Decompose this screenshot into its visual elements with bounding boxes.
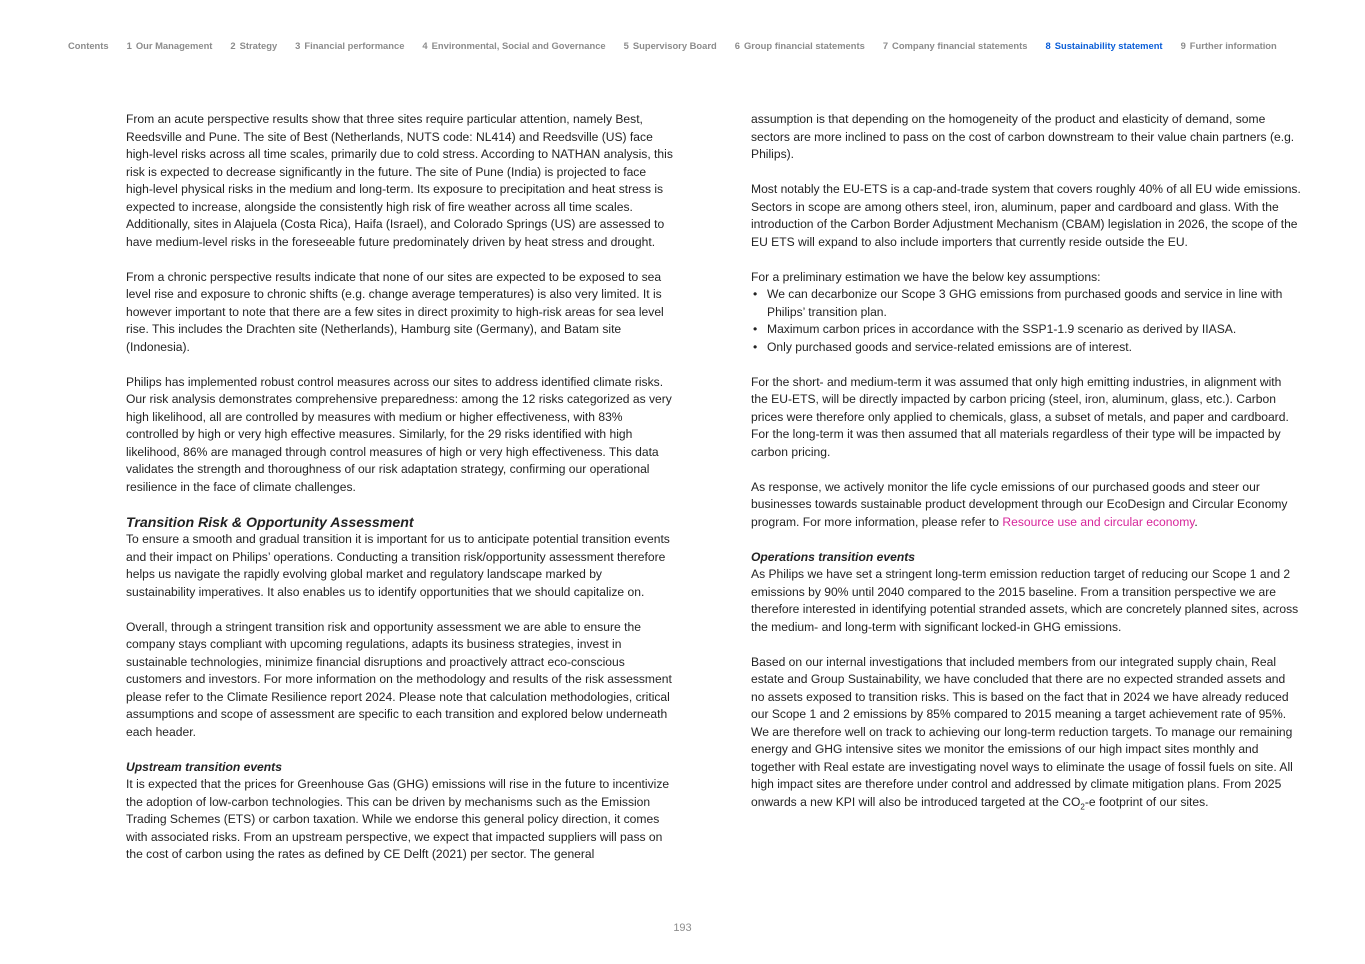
nav-contents-label: Contents (68, 39, 109, 51)
paragraph-key-assumptions-intro: For a preliminary estimation we have the below key assumptions: (751, 269, 1101, 284)
nav-strategy[interactable] (230, 40, 277, 51)
nav-financial-performance[interactable] (295, 40, 404, 51)
nav-label: Financial performance (304, 39, 405, 51)
nav-label: Our Management (135, 39, 213, 51)
list-item: • Maximum carbon prices in accordance with the SSP1-1.9 scenario as derived by IIASA. (751, 321, 1301, 339)
paragraph-transition-overall: Overall, through a stringent transition risk and opportunity assessment we are able to ensure the company stays compliant with upcoming regulations, adapts its business strategies, invest in sustainable technologies, minimize financial disruptions and proactively attract eco-conscious customers and investors. For more information on the methodology and results of the risk assessment please refer to the Climate Resilience report 2024. Please note that calculation methodologies, critical assumptions and scope of assessment are specific to each transition and explored below underneath each header. (126, 619, 672, 739)
nav-esg[interactable] (422, 40, 605, 51)
co2-subscript: 2 (1080, 801, 1085, 811)
nav-number: 4 (422, 39, 428, 51)
nav-further-information[interactable] (1181, 40, 1277, 51)
nav-company-financial-statements[interactable] (883, 40, 1028, 51)
paragraph-transition-intro: To ensure a smooth and gradual transition it is important for us to anticipate potential transition events and their impact on Philips’ operations. Conducting a transition risk/opportunity assessment therefore helps us navigate the rapidly evolving global market and regulatory landscape marked by sustainability imperatives. It also enables us to identify opportunities that we should capitalize on. (126, 532, 670, 599)
investigations-text-end: -e footprint of our sites. (1084, 794, 1209, 809)
heading-operations-events: Operations transition events (751, 549, 915, 564)
page-number: 193 (673, 922, 692, 934)
nav-number: 5 (623, 39, 629, 51)
nav-label: Strategy (239, 39, 278, 51)
response-text: As response, we actively monitor the life cycle emissions of our purchased goods and steer our businesses towards sustainable product development through our EcoDesign and Circular Economy program. For more information, please refer to (751, 479, 1288, 529)
nav-number: 6 (734, 39, 740, 51)
paragraph-chronic-perspective: From a chronic perspective results indicate that none of our sites are expected to be exposed to sea level rise and exposure to chronic shifts (e.g. change average temperatures) is also very limited. It is however important to note that there are a few sites in direct proximity to high-risk areas for sea level rise. This includes the Drachten site (Netherlands), Hamburg site (Germany), and Batam site (Indonesia). (126, 269, 664, 354)
nav-number: 8 (1045, 39, 1051, 51)
paragraph-emission-target: As Philips we have set a stringent long-term emission reduction target of reducing our Scope 1 and 2 emissions by 90% until 2040 compared to the 2015 baseline. From a transition perspective we are therefore interested in identifying potential stranded assets, which are concretely planned sites, across the medium- and long-term with significant locked-in GHG emissions. (751, 567, 1299, 634)
heading-upstream-events: Upstream transition events (126, 759, 282, 774)
paragraph-ghg-prices: It is expected that the prices for Greenhouse Gas (GHG) emissions will rise in the future to incentivize the adoption of low-carbon technologies. This can be driven by mechanisms such as the Emission Trading Schemes (ETS) or carbon taxation. While we endorse this general policy direction, it comes with associated risks. From an upstream perspective, we expect that impacted suppliers will pass on the cost of carbon using the rates as defined by CE Delft (2021) per sector. The general (126, 777, 670, 861)
right-column (751, 111, 1301, 815)
paragraph-assumption: assumption is that depending on the homogeneity of the product and elasticity of demand, some sectors are more inclined to pass on the cost of carbon downstream to their value chain partners (e.g. Philips). (751, 112, 1295, 161)
paragraph-control-measures: Philips has implemented robust control measures across our sites to address identified climate risks. Our risk analysis demonstrates comprehensive preparedness: among the 12 risks categorized as very high likelihood, all are controlled by measures with medium or higher effectiveness, with 83% controlled by high or very high effective measures. Similarly, for the 29 risks identified with high likelihood, 86% are managed through control measures of high or very high effectiveness. This data validates the strength and thoroughness of our risk adaptation strategy, confirming our operational resilience in the face of climate challenges. (126, 374, 672, 494)
paragraph-acute-perspective: From an acute perspective results show that three sites require particular attention, namely Best, Reedsville and Pune. The site of Best (Netherlands, NUTS code: NL414) and Reedsville (US) face high-level risks across all time scales, primarily due to cold stress. According to NATHAN analysis, this risk is expected to decrease significantly in the future. The site of Pune (India) is projected to face high-level physical risks in the medium and long-term. Its exposure to precipitation and heat stress is expected to increase, alongside the consistently high risk of fire weather across all time scales. Additionally, sites in Alajuela (Costa Rica), Haifa (Israel), and Colorado Springs (US) are assessed to have medium-level risks in the foreseeable future predominately driven by heat stress and drought. (126, 112, 673, 249)
top-navigation (68, 38, 1285, 52)
nav-label: Environmental, Social and Governance (431, 39, 606, 51)
nav-group-financial-statements[interactable] (735, 40, 865, 51)
resource-use-circular-economy-link[interactable]: Resource use and circular economy (1002, 514, 1195, 529)
nav-label: Further information (1189, 39, 1277, 51)
response-text-end: . (1194, 514, 1198, 529)
nav-our-management[interactable] (127, 40, 213, 51)
investigations-text: Based on our internal investigations that included members from our integrated supply chain, Real estate and Group Sustainability, we have concluded that there are no expected stranded assets and no assets exposed to transition risks. This is based on the fact that in 2024 we have already reduced our Scope 1 and 2 emissions by 85% compared to 2015 meaning a target achievement rate of 95%. We are therefore well on track to achieving our long-term reduction targets. To manage our remaining energy and GHG intensive sites we monitor the emissions of our high impact sites monthly and together with Real estate are investigating novel ways to eliminate the usage of fossil fuels on site. All high impact sites are therefore under control and addressed by climate mitigation plans. From 2025 onwards a new KPI will also be introduced targeted at the CO (751, 654, 1293, 809)
heading-transition-risk: Transition Risk & Opportunity Assessment (126, 513, 414, 530)
key-assumptions-list (751, 286, 1301, 356)
nav-supervisory-board[interactable] (624, 40, 717, 51)
nav-number: 7 (882, 39, 889, 51)
list-item: • We can decarbonize our Scope 3 GHG emissions from purchased goods and service in line with Philips’ transition plan. (751, 286, 1301, 321)
paragraph-internal-investigations (751, 654, 1301, 816)
paragraph-response (751, 479, 1301, 532)
list-item: • Only purchased goods and service-related emissions are of interest. (751, 339, 1301, 357)
nav-label: Group financial statements (743, 39, 865, 51)
left-column (126, 111, 674, 864)
paragraph-short-medium-term: For the short- and medium-term it was assumed that only high emitting industries, in alignment with the EU-ETS, will be directly impacted by carbon pricing (steel, iron, aluminum, glass, etc.). Carbon prices were therefore only applied to chemicals, glass, a subset of metals, and paper and cardboard. For the long-term it was then assumed that all materials regardless of their type will be impacted by carbon pricing. (751, 374, 1289, 459)
nav-label: Sustainability statement (1054, 39, 1163, 51)
nav-contents[interactable] (68, 40, 109, 51)
nav-label: Supervisory Board (632, 39, 717, 51)
nav-number: 1 (126, 39, 132, 51)
paragraph-eu-ets: Most notably the EU-ETS is a cap-and-trade system that covers roughly 40% of all EU wide emissions. Sectors in scope are among others steel, iron, aluminum, paper and cardboard and glass. With the introduction of the Carbon Border Adjustment Mechanism (CBAM) legislation in 2026, the scope of the EU ETS will expand to also include importers that currently reside outside the EU. (751, 182, 1301, 249)
nav-number: 2 (230, 39, 236, 51)
nav-sustainability-statement[interactable] (1046, 40, 1163, 51)
nav-label: Company financial statements (892, 39, 1028, 51)
nav-number: 3 (295, 39, 301, 51)
nav-number: 9 (1180, 39, 1186, 51)
